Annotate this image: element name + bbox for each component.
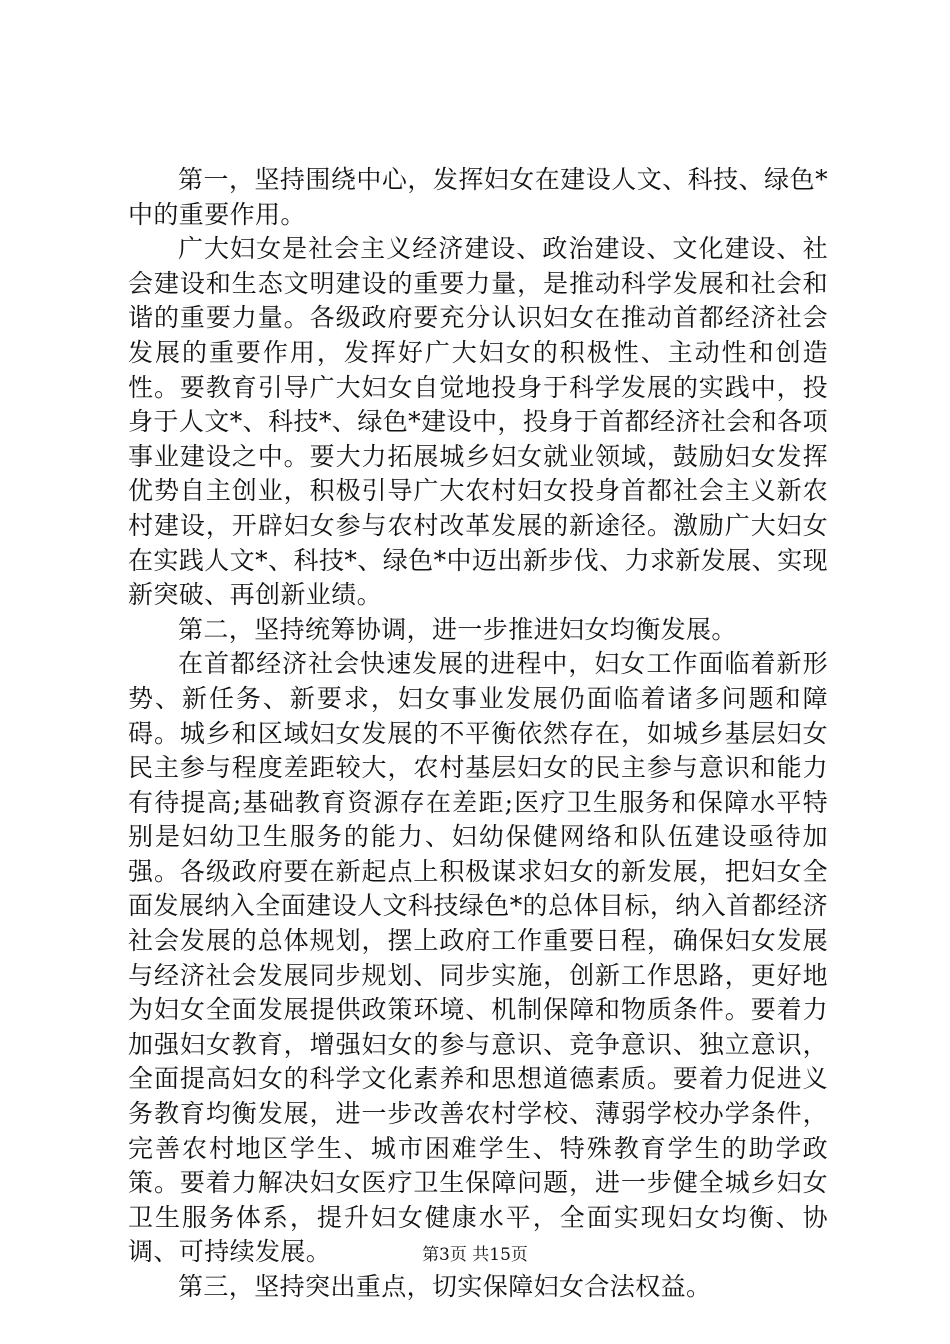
paragraph-4: 在首都经济社会快速发展的进程中，妇女工作面临着新形势、新任务、新要求，妇女事业发展仍面临着诸多问题和障碍。城乡和区域妇女发展的不平衡依然存在，如城乡基层妇女民主参与程度差距较大，农村基层妇女的民主参与意识和能力有待提高;基础教育资源存在差距;医疗卫生服务和保障水平特别是妇幼卫生服务的能力、妇幼保健网络和队伍建设亟待加强。各级政府要在新起点上积极谋求妇女的新发展，把妇女全面发展纳入全面建设人文科技绿色*的总体目标，纳入首都经济社会发展的总体规划，摆上政府工作重要日程，确保妇女发展与经济社会发展同步规划、同步实施，创新工作思路，更好地为妇女全面发展提供政策环境、机制保障和物质条件。要着力加强妇女教育，增强妇女的参与意识、竞争意识、独立意识，全面提高妇女的科学文化素养和思想道德素质。要着力促进义务教育均衡发展，进一步改善农村学校、薄弱学校办学条件，完善农村地区学生、城市困难学生、特殊教育学生的助学政策。要着力解决妇女医疗卫生保障问题，进一步健全城乡妇女卫生服务体系，提升妇女健康水平，全面实现妇女均衡、协调、可持续发展。 [128,649,828,1267]
page-number-footer: 第3页 共15页 [422,1245,528,1265]
paragraph-3: 第二，坚持统筹协调，进一步推进妇女均衡发展。 [178,614,737,644]
paragraph-2: 广大妇女是社会主义经济建设、政治建设、文化建设、社会建设和生态文明建设的重要力量，是推动科学发展和社会和谐的重要力量。各级政府要充分认识妇女在推动首都经济社会发展的重要作用，发挥好广大妇女的积极性、主动性和创造性。要教育引导广大妇女自觉地投身于科学发展的实践中，投身于人文*、科技*、绿色*建设中，投身于首都经济社会和各项事业建设之中。要大力拓展城乡妇女就业领域，鼓励妇女发挥优势自主创业，积极引导广大农村妇女投身首都社会主义新农村建设，开辟妇女参与农村改革发展的新途径。激励广大妇女在实践人文*、科技*、绿色*中迈出新步伐、力求新发展、实现新突破、再创新业绩。 [128,234,828,610]
paragraph-1: 第一，坚持围绕中心，发挥妇女在建设人文、科技、绿色*中的重要作用。 [128,165,828,229]
document-body [128,163,828,1305]
paragraph-5: 第三，坚持突出重点，切实保障妇女合法权益。 [178,1272,712,1301]
